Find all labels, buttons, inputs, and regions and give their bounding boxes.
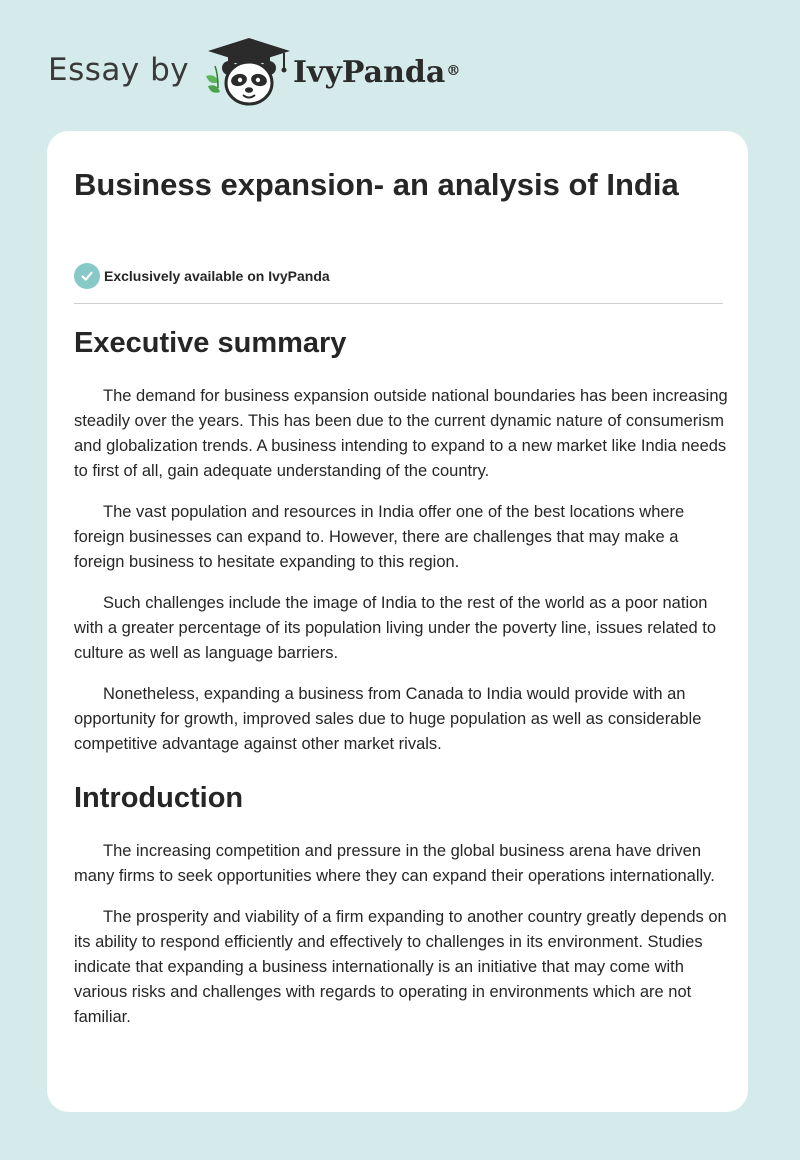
paragraph: The vast population and resources in India offer one of the best locations where foreign businesses can expand to. However, there are challenges that may make a foreign business to hesitate expanding to this region.	[74, 503, 685, 571]
section-heading-executive-summary: Executive summary	[74, 327, 347, 359]
panda-logo-icon[interactable]	[202, 36, 292, 108]
essay-card	[47, 131, 748, 1112]
site-header	[0, 0, 800, 125]
essay-body	[74, 323, 729, 1030]
exclusive-label: Exclusively available on IvyPanda	[104, 268, 330, 284]
check-circle-icon	[74, 263, 100, 289]
essay-title: Business expansion- an analysis of India	[74, 167, 679, 202]
paragraph: The demand for business expansion outside national boundaries has been increasing steadily over the years. This has been due to the current dynamic nature of consumerism and globalization trends. A business intending to expand to a new market like India needs to first of all, gain adequate understanding of the country.	[74, 387, 728, 480]
registered-mark: ®	[446, 63, 461, 79]
paragraph: The increasing competition and pressure in the global business arena have driven many firms to seek opportunities where they can expand their operations internationally.	[74, 842, 715, 885]
paragraph: The prosperity and viability of a firm expanding to another country greatly depends on its ability to respond efficiently and effectively to challenges in its environment. Studies indicate that expanding a business internationally is an initiative that may come with various risks and challenges with regards to operating in environments which are not familiar.	[74, 908, 727, 1026]
brand-text: IvyPanda	[293, 55, 446, 90]
paragraph: Such challenges include the image of India to the rest of the world as a poor nation with a greater percentage of its population living under the poverty line, issues related to culture as well as language barriers.	[74, 594, 717, 662]
paragraph: Nonetheless, expanding a business from Canada to India would provide with an opportunity for growth, improved sales due to huge population as well as considerable competitive advantage against other market rivals.	[74, 685, 702, 753]
brand-name[interactable]	[293, 55, 460, 91]
essay-by-label: Essay by	[48, 52, 190, 88]
section-heading-introduction: Introduction	[74, 782, 244, 814]
divider	[74, 303, 723, 304]
exclusive-badge	[74, 263, 330, 289]
